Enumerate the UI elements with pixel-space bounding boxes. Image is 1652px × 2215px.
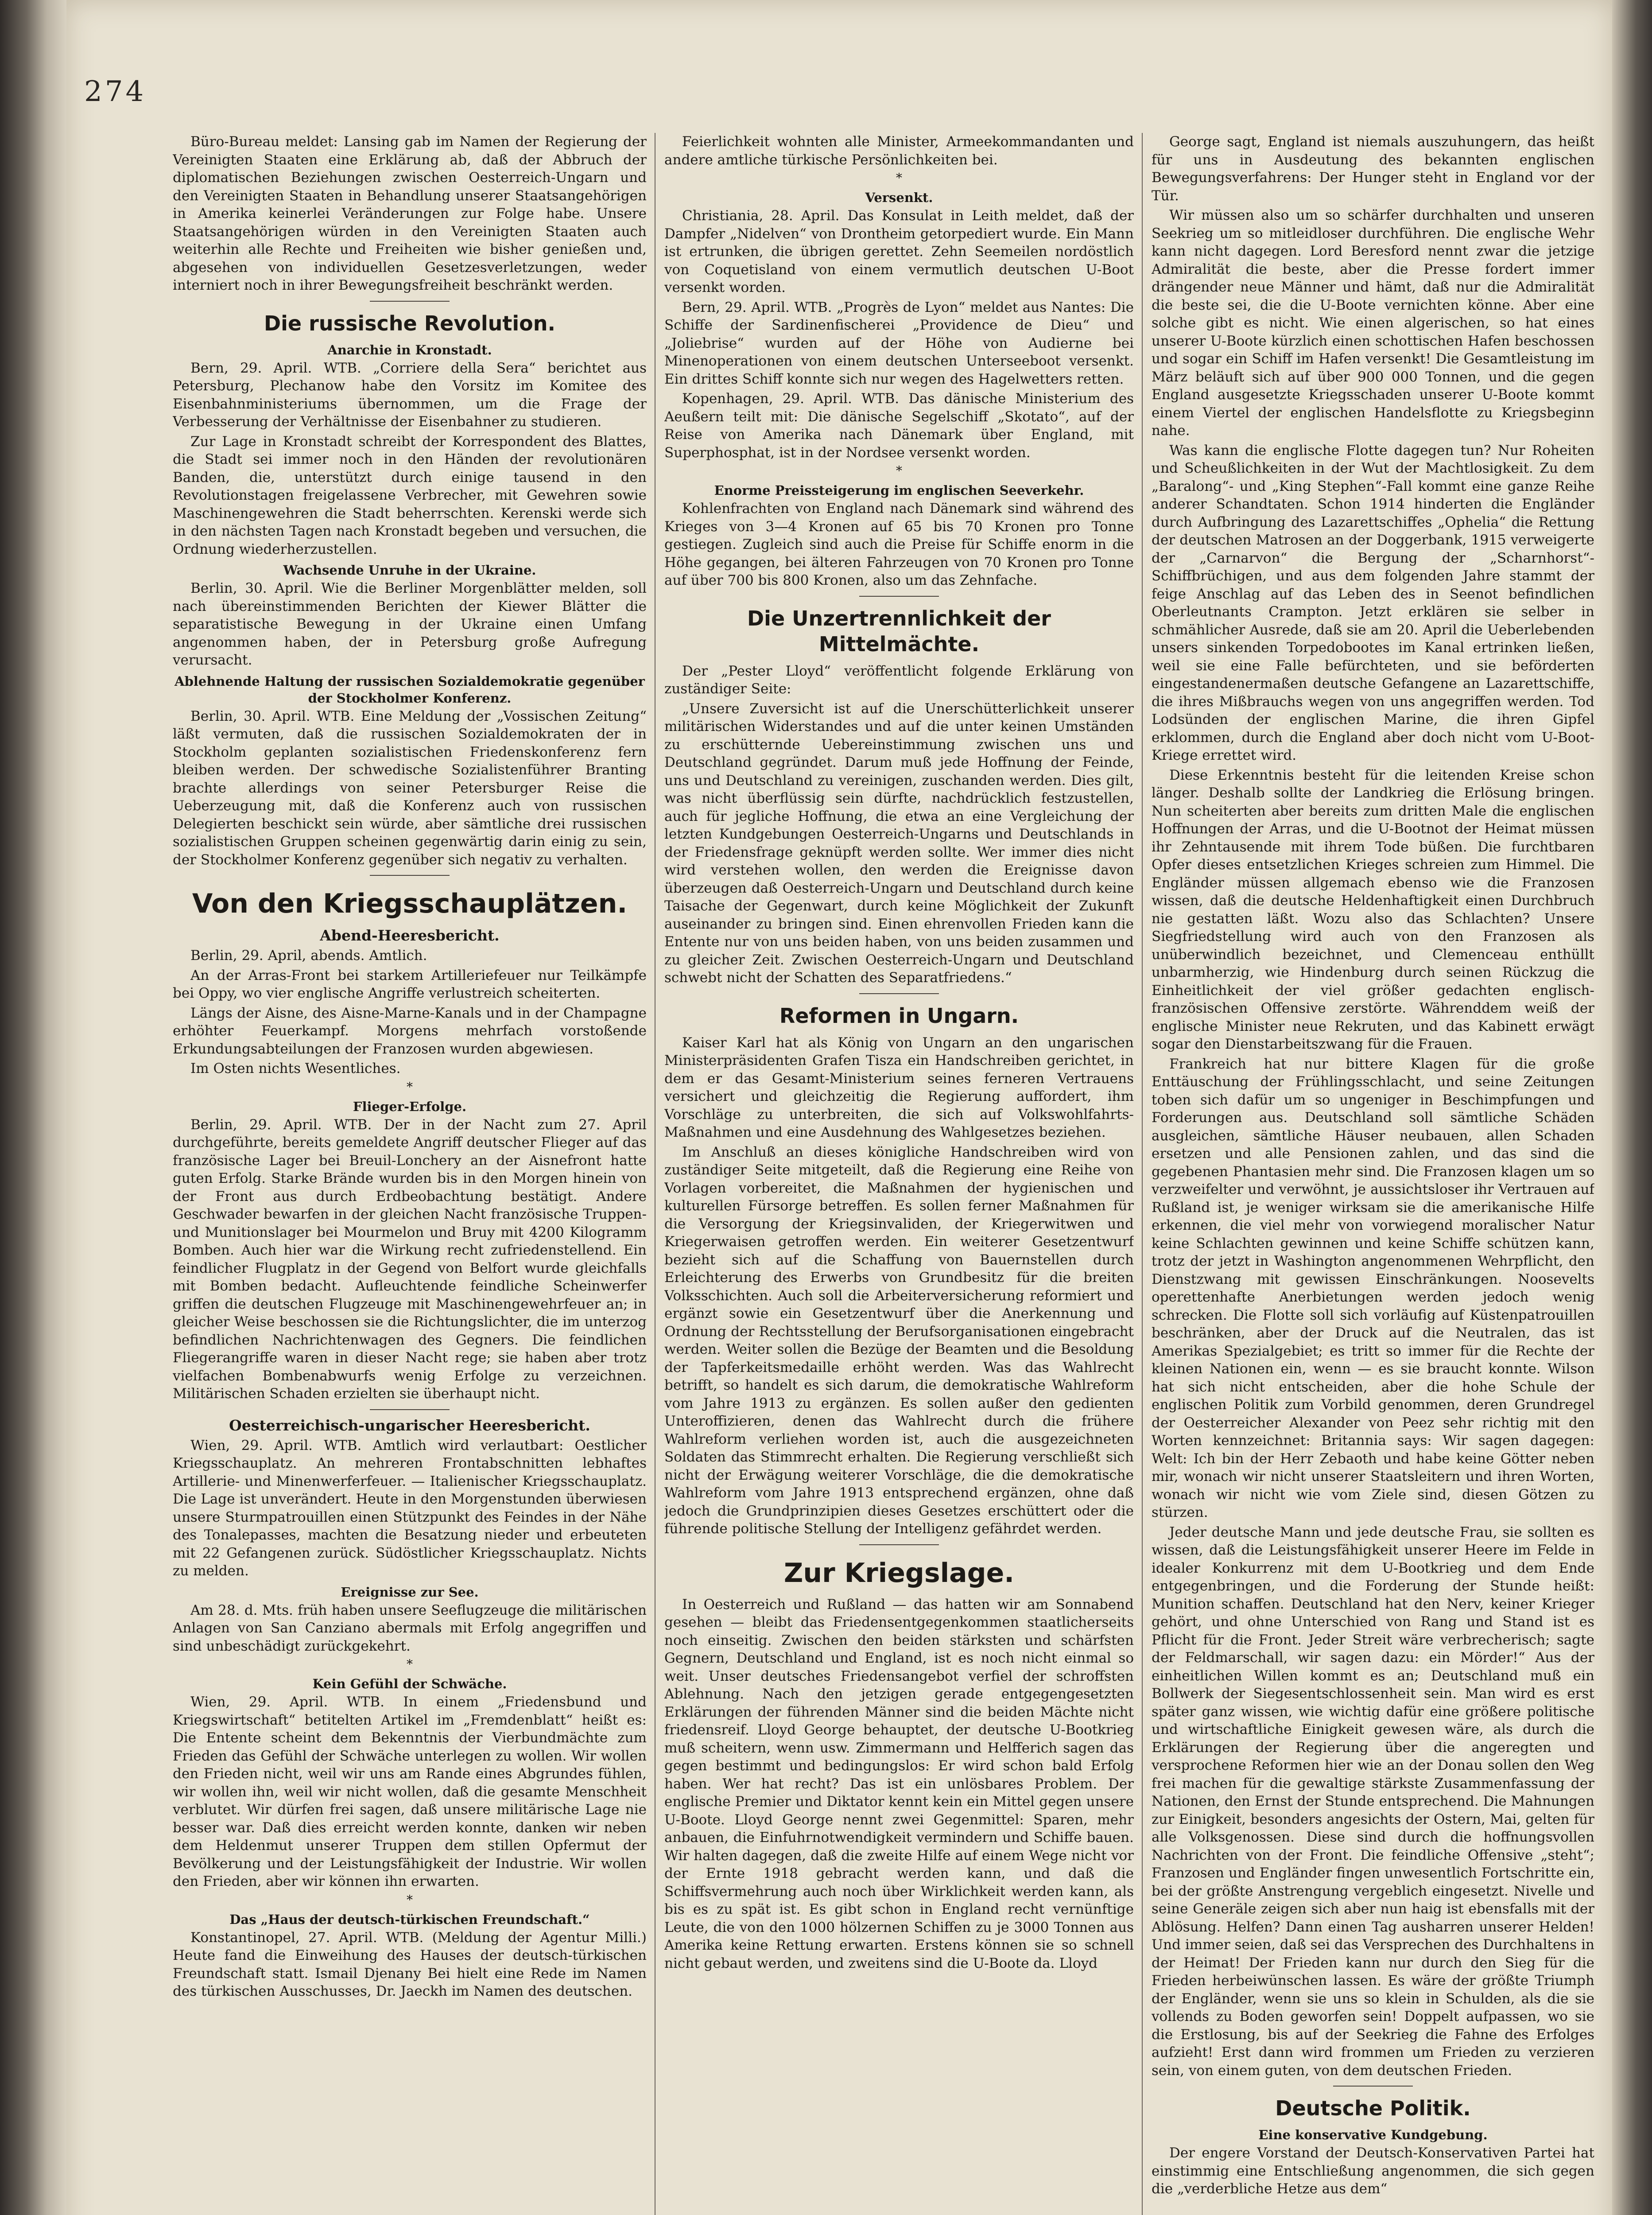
item-heading: Kein Gefühl der Schwäche. [312, 1676, 507, 1691]
article-paragraph: Zur Lage in Kronstadt schreibt der Korrespondent des Blattes, die Stadt sei immer noch in den Händen der revolutionären Banden, die, unterstützt durch einige tausend in den Revolutionstagen freigelassene Verbrecher, mit Gewehren sowie Maschinengewehren die Stadt beherrschten. Kerenski werde sich in den nächsten Tagen nach Kronstadt begeben und versuchen, die Ordnung wiederherzustellen. [173, 433, 647, 557]
asterisk-separator: * [407, 1079, 413, 1094]
item-heading: Flieger-Erfolge. [353, 1099, 467, 1114]
article-paragraph: Im Osten nichts Wesentliches. [190, 1061, 401, 1076]
article-paragraph: Diese Erkenntnis besteht für die leitenden Kreise schon länger. Deshalb sollte der Landkrieg die Erlösung bringen. Nun scheiterten aber bereits zum dritten Male die englischen Hoffnungen der Arras, und die U-Bootnot der Heimat müssen ihr Zehntausende mit ihrem Tode büßen. Die furchtbaren Opfer dieses entsetzlichen Krieges schreien zum Himmel. Die Engländer müssen allgemach ebenso wie die Franzosen wissen, daß die deutsche Heldenhaftigkeit einen Durchbruch nie gestatten läßt. Wozu also das Schlachten? Unsere Siegfriedstellung wird auch von den Franzosen als unüberwindlich bezeichnet, und Clemenceau enthüllt unbarmherzig, wie Hindenburg durch seinen Rückzug die Einheitlichkeit der viel größer gedachten englisch-französischen Offensive zerstörte. Währenddem weiß der englische Minister neue Rekruten, und das Kabinett erwägt sogar den Dienstarbeitszwang für die Frauen. [1152, 767, 1594, 1052]
article-paragraph: Bern, 29. April. WTB. „Corriere della Sera“ berichtet aus Petersburg, Plechanow habe den Vorsitz im Komitee des Eisenbahnministeriums übernommen, um die Frage der Verbesserung der Verhältnisse der Eisenbahner zu studieren. [173, 360, 647, 430]
article-paragraph: In Oesterreich und Rußland — das hatten wir am Sonnabend gesehen — bleibt das Friedensentgegenkommen staatlicherseits noch einseitig. Zwischen den beiden stärksten und schärfsten Gegnern, Deutschland und England, ist es noch nicht einmal so weit. Unser deutsches Friedensangebot verfiel der schroffsten Ablehnung. Nach den jetzigen gerade entgegengesetzten Erklärungen der führenden Männer sind die beiden Mächte nicht friedensreif. Lloyd George behauptet, der deutsche U-Bootkrieg muß scheitern, wenn usw. Zimmermann und Helfferich sagen das gegen bestimmt und bedingungslos: Er wird schon bald Erfolg haben. Wer hat recht? Das ist ein unlösbares Problem. Der englische Premier und Diktator kennt kein ein Mittel gegen unsere U-Boote. Lloyd George nennt zwei Gegenmittel: Sparen, mehr anbauen, die Einfuhrnotwendigkeit vermindern und Schiffe bauen. Wir halten dagegen, daß die zweite Hilfe auf einem Wege nicht vor der Ernte 1918 gebracht werden kann, und daß die Schiffsvermehrung auch noch über Wirklichkeit werden kann, als bis es zu spät ist. Es gibt schon in England recht vernünftige Leute, die von den 1000 hölzernen Schiffen zu je 3000 Tonnen aus Amerika keine Rettung erwarten. Erstens können sie so schnell nicht gebaut werden, und zweitens sind die U-Boote da. Lloyd [664, 1596, 1134, 1971]
article-paragraph: Wien, 29. April. WTB. In einem „Friedensbund und Kriegswirtschaft“ betitelten Artikel im „Fremdenblatt“ heißt es: Die Entente scheint dem Bekenntnis der Vierbundmächte zum Frieden das Gefühl der Schwäche unterlegen zu wollen. Wir wollen den Frieden nicht, weil wir uns am Rande eines Abgrundes fühlen, wir wollen ihn, weil wir nicht wollen, daß die gesamte Menschheit verblutet. Wir dürfen frei sagen, daß unsere militärische Lage nie besser war. Daß dies erreicht werden konnte, danken wir neben dem Heldenmut unserer Truppen dem stillen Opfermut der Bevölkerung und der Leistungsfähigkeit der Industrie. Wir wollen den Frieden, aber wir können ihn erwarten. [173, 1694, 647, 1889]
item-heading: Enorme Preissteigerung im englischen Seeverkehr. [714, 483, 1084, 498]
article-headline: Deutsche Politik. [1275, 2096, 1471, 2120]
section-headline: Zur Kriegslage. [783, 1557, 1015, 1589]
item-heading: Versenkt. [865, 190, 933, 205]
article-headline: Die russische Revolution. [264, 311, 556, 335]
article-paragraph: Am 28. d. Mts. früh haben unsere Seeflugzeuge die militärischen Anlagen von San Canziano abermals mit Erfolg angegriffen und sind unbeschädigt zurückgekehrt. [173, 1602, 647, 1654]
item-heading: Das „Haus der deutsch-türkischen Freundschaft.“ [229, 1912, 590, 1927]
article-paragraph: Berlin, 29. April, abends. Amtlich. [190, 948, 427, 964]
book-spine-edge [0, 0, 66, 2215]
article-paragraph: Der engere Vorstand der Deutsch-Konservativen Partei hat einstimmig eine Entschließung angenommen, die sich gegen die „verderbliche Hetze aus dem“ [1152, 2145, 1594, 2197]
article-paragraph: Längs der Aisne, des Aisne-Marne-Kanals und in der Champagne erhöhter Feuerkampf. Morgens mehrfach vorstoßende Erkundungsabteilungen der Franzosen wurden abgewiesen. [173, 1005, 647, 1057]
article-paragraph: Berlin, 30. April. WTB. Eine Meldung der „Vossischen Zeitung“ läßt vermuten, daß die russischen Sozialdemokraten der in Stockholm geplanten sozialistischen Friedenskonferenz fern bleiben werden. Der schwedische Sozialistenführer Branting brachte allerdings von seiner Petersburger Reise die Ueberzeugung mit, daß die Konferenz auch von russischen Delegierten beschickt sein würde, aber sämtliche drei russischen sozialistischen Gruppen scheinen gegenwärtig darin einig zu sein, der Stockholmer Konferenz gegenüber sich negativ zu verhalten. [173, 708, 647, 868]
asterisk-separator: * [896, 463, 902, 478]
item-heading: Ereignisse zur See. [341, 1584, 479, 1600]
section-divider [1333, 2086, 1413, 2087]
article-paragraph: Berlin, 29. April. WTB. Der in der Nacht zum 27. April durchgeführte, bereits gemeldete Angriff deutscher Flieger auf das französische Lager bei Breuil-Lonchery an der Aisnefront hatte guten Erfolg. Starke Brände wurden bis in den Morgen hinein von der Front aus durch Erdbeobachtung bestätigt. Andere Geschwader bewarfen in der gleichen Nacht französische Truppen- und Munitionslager bei Mourmelon und Bruy mit 4200 Kilogramm Bomben. Auch hier war die Wirkung recht zufriedenstellend. Ein feindlicher Flugplatz in der Gegend von Belfort wurde gleichfalls mit Bomben bedacht. Aufleuchtende feindliche Scheinwerfer griffen die deutschen Flugzeuge mit Maschinengewehrfeuer an; in gleicher Weise beschossen sie die Richtungslichter, die im unterzog befindlichen Nachrichtenwagen des Gegners. Die feindlichen Fliegerangriffe waren in dieser Nacht rege; sie haben aber trotz vielfachen Bombenabwurfs wenig Erfolge zu verzeichnen. Militärischen Schaden erzielten sie überhaupt nicht. [173, 1116, 647, 1402]
article-subheadline: Abend-Heeresbericht. [320, 927, 500, 944]
article-headline: Die Unzertrennlichkeit der Mittelmächte. [747, 606, 1051, 656]
column-middle [664, 133, 1134, 2215]
article-paragraph: An der Arras-Front bei starkem Artilleriefeuer nur Teilkämpfe bei Oppy, wo vier englische Angriffe verlustreich scheiterten. [173, 967, 647, 1001]
article-paragraph: Kaiser Karl hat als König von Ungarn an den ungarischen Ministerpräsidenten Grafen Tisza ein Handschreiben gerichtet, in dem er das Gesamt-Ministerium seines ferneren Vertrauens versichert und gleichzeitig die Regierung auffordert, ihm Vorschläge zu unterbreiten, die sich auf Volkswohlfahrts-Maßnahmen und eine Ausdehnung des Wahlgesetzes beziehen. [664, 1034, 1134, 1140]
asterisk-separator: * [896, 171, 902, 185]
article-paragraph: Christiania, 28. April. Das Konsulat in Leith meldet, daß der Dampfer „Nidelven“ von Drontheim getorpediert wurde. Ein Mann ist ertrunken, die übrigen gerettet. Zehn Seemeilen nordöstlich von Coquetisland von einem vermutlich deutschen U-Boot versenkt worden. [664, 208, 1134, 295]
article-paragraph: Was kann die englische Flotte dagegen tun? Nur Roheiten und Scheußlichkeiten in der Wut der Machtlosigkeit. Zu dem „Baralong“- und „King Stephen“-Fall kommt eine ganze Reihe anderer Schandtaten. Schon 1914 hinderten die Engländer durch Aufbringung des Lazarettschiffes „Ophelia“ die Rettung der deutschen Matrosen an der Doggerbank, 1915 verweigerte der „Carnarvon“ die Bergung der „Scharnhorst“-Schiffbrüchigen, und aus dem folgenden Jahre stammt der feige Anschlag auf das Leben des in Seenot befindlichen Oberleutnants Crampton. Jetzt erklären sie selber in schmählicher Ausrede, daß sie am 20. April die Ueberlebenden unsers sinkenden Torpedobootes im Kanal ertrinken ließen, weil sie eine Falle befürchteten, und sie beförderten eingestandenermaßen deutsche Gefangene an Lazarettschiffe, die ihres Mißbrauchs wegen von uns angegriffen werden. Tod Lodsünden der englischen Marine, die ihren Gipfel erklommen, durch die England aber doch nicht vom U-Boot-Kriege errettet wird. [1152, 442, 1594, 763]
article-paragraph: Feierlichkeit wohnten alle Minister, Armeekommandanten und andere amtliche türkische Persönlichkeiten bei. [664, 134, 1134, 168]
item-heading: Ablehnende Haltung der russischen Sozialdemokratie gegenüber der Stockholmer Konferenz. [175, 673, 645, 706]
article-paragraph: Im Anschluß an dieses königliche Handschreiben wird von zuständiger Seite mitgeteilt, daß die Regierung eine Reihe von Vorlagen vorbereitet, die Maßnahmen der hygienischen und kulturellen Fürsorge betreffen. Es sollen ferner Maßnahmen für die Versorgung der Kriegsinvaliden, der Kriegerwitwen und Kriegerwaisen getroffen werden. Ein weiterer Gesetzentwurf bezieht sich auf die Schaffung von Bauernstellen durch Erleichterung des Erwerbs von Grundbesitz für die breiten Volksschichten. Auch soll die Arbeiterversicherung reformiert und ergänzt sowie ein Gesetzentwurf über die Anerkennung und Ordnung der Rechtsstellung der Berufsorganisationen eingebracht werden. Weiter sollen die Bezüge der Beamten und die Besoldung der Tapferkeitsmedaille erhöht werden. Was das Wahlrecht betrifft, so handelt es sich darum, die demokratische Wahlreform vom Jahre 1913 zu ergänzen. Es sollen außer den gedienten Unteroffizieren, denen das Wahlrecht durch die frühere Wahlreform verliehen worden ist, auch die ausgezeichneten Soldaten das Stimmrecht erhalten. Die Regierung verschließt sich nicht der Erwägung weiterer Vorschläge, die die demokratische Wahlreform vom Jahre 1913 entsprechend ergänzen, ohne daß jedoch die Grundprinzipien dieses Gesetzes erschüttert oder die führende politische Stellung der Intelligenz gefährdet werden. [664, 1144, 1134, 1537]
section-divider [370, 1409, 450, 1410]
article-subheadline: Oesterreichisch-ungarischer Heeresbericht. [229, 1416, 590, 1434]
section-divider [859, 993, 939, 994]
column-rule [1142, 133, 1143, 2215]
article-paragraph: Bern, 29. April. WTB. „Progrès de Lyon“ meldet aus Nantes: Die Schiffe der Sardinenfischerei „Providence de Dieu“ und „Joliebrise“ wurden auf der Höhe von Audierne bei Minenoperationen von einem deutschen Unterseeboot versenkt. Ein drittes Schiff konnte sich nur wegen des Hagelwetters retten. [664, 299, 1134, 387]
article-paragraph: Berlin, 30. April. Wie die Berliner Morgenblätter melden, soll nach übereinstimmenden Berichten der Kiewer Blätter die separatistische Bewegung in der Ukraine einen Umfang angenommen haben, der in Petersburg große Aufregung verursacht. [173, 580, 647, 668]
article-paragraph: Konstantinopel, 27. April. WTB. (Meldung der Agentur Milli.) Heute fand die Einweihung des Hauses der deutsch-türkischen Freundschaft statt. Ismail Djenany Bei hielt eine Rede im Namen des türkischen Ausschusses, Dr. Jaeckh im Namen des deutschen. [173, 1929, 647, 1999]
section-headline: Von den Kriegsschauplätzen. [192, 888, 628, 919]
item-heading: Wachsende Unruhe in der Ukraine. [283, 563, 536, 578]
page-number: 274 [84, 75, 147, 108]
asterisk-separator: * [407, 1892, 413, 1907]
article-paragraph: Jeder deutsche Mann und jede deutsche Frau, sie sollten es wissen, daß die Leistungsfähigkeit unserer Heere im Felde in idealer Konkurrenz mit dem U-Bootkrieg und dem Ende entgegenbringen, und die Forderung der Stunde heißt: Munition schaffen. Deutschland hat den Nerv, keiner Krieger gehört, und ohne Unterschied von Rang und Stand ist es Pflicht für die Front. Jeder Streit wäre verbrecherisch; sagte der Feldmarschall, wir sagen dazu: ein Mörder!“ Aus der einheitlichen Willen kommt es an; Deutschland muß ein Bollwerk der Siegesentschlossenheit sein. Man wird es erst später ganz wissen, wie wichtig dafür eine größere politische und wirtschaftliche Einigkeit gewesen wäre, als durch die Erklärungen der Regierung über die angeregten und versprochene Reformen hier wie an der Donau sollen den Weg frei machen für die gewaltige stärkste Zusammenfassung der Nationen, den Ernst der Stunde entsprechend. Die Mahnungen zur Einigkeit, besonders angesichts der Ostern, Mai, gelten für alle Volksgenossen. Diese sind durch die hoffnungsvollen Nachrichten von der Front. Die feindliche Offensive „steht“; Franzosen und Engländer fingen unwesentlich Fortschritte ein, bei der größte Anstrengung vergeblich eingesetzt. Nivelle und seine Generäle zeigen sich aber nun haig ist ebensfalls mit der Ablösung. Helfen? Dann einen Tag ausharren unserer Helden! Und immer seien, daß sei das Versprechen des Durchhaltens in der Heimat! Der Frieden kann nur durch den Sieg für die Frieden herbeiwünschen lassen. Es wäre der größte Triumph der Engländer, wenn sie uns so klein in Schulden, als die sie vollends zu Boden geworfen sein! Doppelt aufpassen, wo sie die Erstlosung, bis auf der Seekrieg die Fahne des Erfolges aufzieht! Erst dann wird frommen um Frieden zu verzieren sein, von einem guten, von dem deutschen Frieden. [1152, 1524, 1594, 2079]
item-heading: Anarchie in Kronstadt. [327, 342, 492, 358]
article-paragraph: Wien, 29. April. WTB. Amtlich wird verlautbart: Oestlicher Kriegsschauplatz. An mehreren Frontabschnitten lebhaftes Artillerie- und Minenwerferfeuer. — Italienischer Kriegsschauplatz. Die Lage ist unverändert. Heute in den Morgenstunden überwiesen unsere Sturmpatrouillen einen Stützpunkt des Feindes in der Nähe des Tonalepasses, machten die Besatzung nieder und erbeuteten mit 22 Gefangenen zurück. Südöstlicher Kriegsschauplatz. Nichts zu melden. [173, 1437, 647, 1579]
article-headline: Reformen in Ungarn. [779, 1003, 1019, 1028]
article-paragraph: Wir müssen also um so schärfer durchhalten und unseren Seekrieg um so mitleidloser durchführen. Die englische Wehr kann nicht dagegen. Lord Beresford nennt zwar die jetzige Admiralität die beste, aber die Presse fordert immer drängender neue Männer und hämt, daß nur die Admiralität die beste sei, die die U-Boote vernichten könne. Aber eine solche gibt es nicht. Wie einen algerischen, so hat eines unserer U-Boote kürzlich einen schottischen Hafen beschossen und sogar ein Schiff im Hafen versenkt! Die Gesamtleistung im März beläuft sich auf über 900 000 Tonnen, und die gegen England ausgesetzte Kriegsschaden unserer U-Boote kommt einem Viertel der englischen Handelsflotte zu Kriegsbeginn nahe. [1152, 207, 1594, 439]
asterisk-separator: * [407, 1657, 413, 1671]
column-left [173, 133, 647, 2215]
page-right-edge [1612, 0, 1652, 2215]
article-paragraph: Frankreich hat nur bittere Klagen für die große Enttäuschung der Frühlingsschlacht, und seine Zeitungen toben sich dafür um so ungeniger in Beschimpfungen und Forderungen aus. Deutschland soll sämtliche Schäden ausgleichen, sämtliche Häuser neubauen, allen Schaden ersetzen und alle Pensionen zahlen, und das sind die gegebenen Phantasien mehr sind. Die Franzosen klagen um so verzweifelter und verwöhnt, je aussichtsloser ihr Vertrauen auf Rußland ist, je weniger wirksam sie die amerikanische Hilfe erkennen, die viel mehr von vorwiegend moralischer Natur keine Schlachten gewinnen und keine Schiffe schützen kann, trotz der jetzt in Washington angenommenen Wehrpflicht, den Dienstzwang mit gewissen Einschränkungen. Noosevelts operettenhafte Anerbietungen werden jedoch wenig schrecken. Die Flotte soll sich vorläufig auf Küstenpatrouillen beschränken, aber der Druck auf die Neutralen, das ist Amerikas Spezialgebiet; es tritt so immer für die Rechte der kleinen Nationen ein, wenn — es sie braucht konnte. Wilson hat sich nicht entscheiden, aber die hohe Schule der englischen Politik zum Vorbild genommen, deren Grundregel der Oesterreicher Alexander von Peez sehr richtig mit den Worten kennzeichnet: Britannia says: Wir sagen dagegen: Welt: Ich bin der Herr Zebaoth und habe keine Götter neben mir, wonach wir nicht unserer Staatsleitern und ihren Worten, wonach wir nicht wie vom Ziele sind, diesen Götzen zu stürzen. [1152, 1056, 1594, 1520]
section-divider [859, 1544, 939, 1545]
section-divider [859, 596, 939, 597]
section-divider [370, 875, 450, 876]
article-paragraph: Büro-Bureau meldet: Lansing gab im Namen der Regierung der Vereinigten Staaten eine Erklärung ab, daß der Abbruch der diplomatischen Beziehungen zwischen Oesterreich-Ungarn und den Vereinigten Staaten in Behandlung unserer Staatsangehörigen in Amerika keinerlei Veränderungen zur Folge habe. Unsere Staatsangehörigen würden in den Vereinigten Staaten auch weiterhin alle Rechte und Freiheiten wie bisher genießen und, abgesehen von individuellen Gesetzesverletzungen, weder interniert noch in ihrer Bewegungsfreiheit beschränkt werden. [173, 134, 647, 293]
item-heading: Eine konservative Kundgebung. [1258, 2127, 1488, 2142]
column-right [1152, 133, 1594, 2215]
article-paragraph: „Unsere Zuversicht ist auf die Unerschütterlichkeit unserer militärischen Widerstandes und auf die unter keinen Umständen zu erschütternde Uebereinstimmung zwischen uns und Deutschland gegründet. Darum muß jede Hoffnung der Feinde, uns und Deutschland zu vereinigen, zuschanden werden. Dies gilt, was nicht überflüssig sein dürfte, nachdrücklich festzustellen, auch für jegliche Hoffnung, die etwa an eine Vergleichung der letzten Kundgebungen Oesterreich-Ungarns und Deutschlands in der Friedensfrage geknüpft werden sollte. Wer immer dies nicht wird verstehen wollen, den werden die Ereignisse davon überzeugen daß Oesterreich-Ungarn und Deutschland durch keine Taisache der Gegenwart, durch keine Möglichkeit der Zukunft auseinander zu bringen sind. Einen ehrenvollen Frieden kann die Entente nur von uns beiden haben, von uns beiden zusammen und zu gleicher Zeit. Zwischen Oesterreich-Ungarn und Deutschland schwebt nicht der Schatten des Separatfriedens.“ [664, 700, 1134, 986]
section-divider [370, 301, 450, 302]
article-paragraph: Kohlenfrachten von England nach Dänemark sind während des Krieges von 3—4 Kronen auf 65 bis 70 Kronen pro Tonne gestiegen. Zugleich sind auch die Preise für Schiffe enorm in die Höhe gegangen, bei älteren Fahrzeugen von 70 Kronen pro Tonne auf über 700 bis 800 Kronen, also um das Zehnfache. [664, 501, 1134, 588]
article-paragraph: Kopenhagen, 29. April. WTB. Das dänische Ministerium des Aeußern teilt mit: Die dänische Segelschiff „Skotato“, auf der Reise von Amerika nach Dänemark über England, mit Superphosphat, ist in der Nordsee versenkt worden. [664, 391, 1134, 461]
article-paragraph: George sagt, England ist niemals auszuhungern, das heißt für uns in Ausdeutung des bekannten englischen Bewegungsverfahrens: Der Hunger steht in England vor der Tür. [1152, 134, 1594, 204]
article-paragraph: Der „Pester Lloyd“ veröffentlicht folgende Erklärung von zuständiger Seite: [664, 663, 1134, 697]
